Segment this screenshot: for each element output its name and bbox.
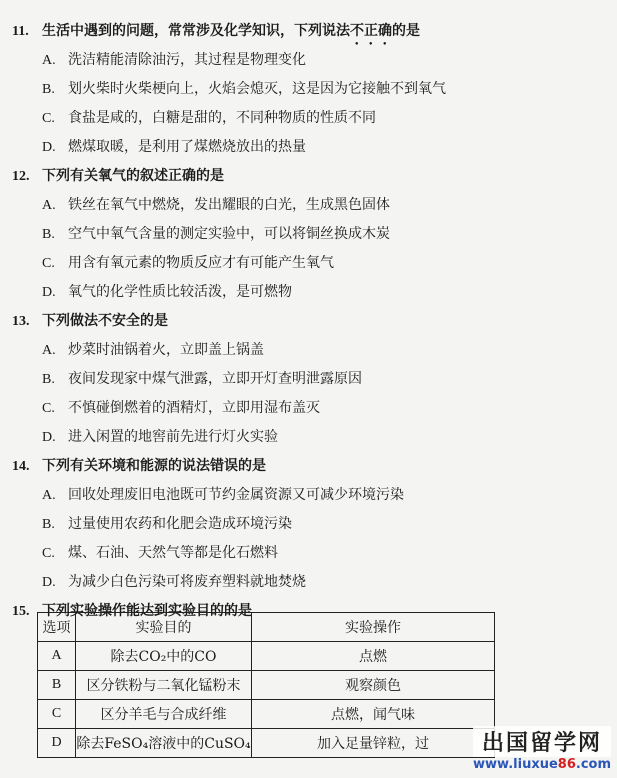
row-operation: 点燃 (252, 642, 495, 671)
question-number: 13. (12, 314, 30, 329)
watermark-url (473, 757, 611, 772)
option-line (0, 249, 617, 278)
row-purpose: 区分铁粉与二氧化锰粉末 (76, 671, 252, 700)
option-letter: C. (42, 256, 55, 271)
option-letter: B. (42, 517, 55, 532)
row-operation: 点燃，闻气味 (252, 700, 495, 729)
question-prompt (0, 17, 617, 46)
table-header-row (38, 613, 495, 642)
option-text: 划火柴时火柴梗向上，火焰会熄灭，这是因为它接触不到氧气 (68, 81, 446, 97)
row-option: C (38, 700, 76, 729)
option-letter: A. (42, 343, 56, 358)
option-line (0, 191, 617, 220)
prompt-emphasis: 不正确 (350, 23, 392, 39)
prompt-text-end: 的是 (392, 23, 420, 39)
option-line (0, 568, 617, 597)
exam-page (0, 17, 617, 626)
row-operation: 加入足量锌粒，过 (252, 729, 495, 758)
option-line (0, 133, 617, 162)
question-prompt (0, 307, 617, 336)
header-operation: 实验操作 (252, 613, 495, 642)
option-text: 空气中氧气含量的测定实验中，可以将铜丝换成木炭 (68, 226, 390, 242)
prompt-text: 生活中遇到的问题，常常涉及化学知识，下列说法 (42, 23, 350, 39)
option-letter: A. (42, 53, 56, 68)
row-operation: 观察颜色 (252, 671, 495, 700)
option-letter: B. (42, 227, 55, 242)
option-line (0, 365, 617, 394)
watermark-url-post: .com (575, 757, 611, 772)
row-option: A (38, 642, 76, 671)
prompt-text: 下列做法不安全的是 (42, 313, 168, 329)
q15-table (37, 612, 495, 758)
table-row (38, 729, 495, 758)
table-row (38, 671, 495, 700)
option-letter: B. (42, 82, 55, 97)
question-number: 14. (12, 459, 30, 474)
option-text: 为减少白色污染可将废弃塑料就地焚烧 (68, 574, 306, 590)
option-text: 夜间发现家中煤气泄露，立即开灯查明泄露原因 (68, 371, 362, 387)
row-purpose: 区分羊毛与合成纤维 (76, 700, 252, 729)
watermark-title: 出国留学网 (473, 726, 611, 757)
prompt-text: 下列有关氧气的叙述正确的是 (42, 168, 224, 184)
option-letter: C. (42, 546, 55, 561)
option-line (0, 220, 617, 249)
option-letter: A. (42, 488, 56, 503)
option-letter: C. (42, 111, 55, 126)
watermark-logo (473, 726, 611, 772)
option-line (0, 336, 617, 365)
table-row (38, 642, 495, 671)
row-purpose: 除去FeSO₄溶液中的CuSO₄ (76, 729, 252, 758)
option-letter: D. (42, 575, 56, 590)
question-number: 12. (12, 169, 30, 184)
option-letter: D. (42, 140, 56, 155)
option-line (0, 423, 617, 452)
option-text: 氧气的化学性质比较活泼，是可燃物 (68, 284, 292, 300)
header-option: 选项 (38, 613, 76, 642)
row-option: D (38, 729, 76, 758)
option-line (0, 481, 617, 510)
option-text: 回收处理废旧电池既可节约金属资源又可减少环境污染 (68, 487, 404, 503)
option-line (0, 75, 617, 104)
prompt-text: 下列实验操作能达到实验目的的是 (42, 603, 252, 619)
option-text: 用含有氧元素的物质反应才有可能产生氧气 (68, 255, 334, 271)
option-letter: A. (42, 198, 56, 213)
option-text: 铁丝在氧气中燃烧，发出耀眼的白光，生成黑色固体 (68, 197, 390, 213)
option-text: 不慎碰倒燃着的酒精灯，立即用湿布盖灭 (68, 400, 320, 416)
option-letter: B. (42, 372, 55, 387)
option-line (0, 510, 617, 539)
option-text: 燃煤取暖，是利用了煤燃烧放出的热量 (68, 139, 306, 155)
option-text: 过量使用农药和化肥会造成环境污染 (68, 516, 292, 532)
watermark-url-num: 86 (557, 757, 576, 772)
option-text: 洗洁精能清除油污，其过程是物理变化 (68, 52, 306, 68)
prompt-text: 下列有关环境和能源的说法错误的是 (42, 458, 266, 474)
question-prompt (0, 162, 617, 191)
row-purpose: 除去CO₂中的CO (76, 642, 252, 671)
watermark-url-pre: www.liuxue (473, 757, 558, 772)
option-text: 进入闲置的地窖前先进行灯火实验 (68, 429, 278, 445)
option-text: 煤、石油、天然气等都是化石燃料 (68, 545, 278, 561)
table-row (38, 700, 495, 729)
option-text: 食盐是咸的，白糖是甜的，不同种物质的性质不同 (68, 110, 376, 126)
option-line (0, 104, 617, 133)
option-text: 炒菜时油锅着火，立即盖上锅盖 (68, 342, 264, 358)
question-number: 11. (12, 24, 29, 39)
row-option: B (38, 671, 76, 700)
option-line (0, 278, 617, 307)
option-letter: D. (42, 430, 56, 445)
question-number: 15. (12, 604, 30, 619)
option-line (0, 394, 617, 423)
header-purpose: 实验目的 (76, 613, 252, 642)
question-prompt (0, 452, 617, 481)
option-line (0, 539, 617, 568)
option-letter: C. (42, 401, 55, 416)
option-line (0, 46, 617, 75)
option-letter: D. (42, 285, 56, 300)
